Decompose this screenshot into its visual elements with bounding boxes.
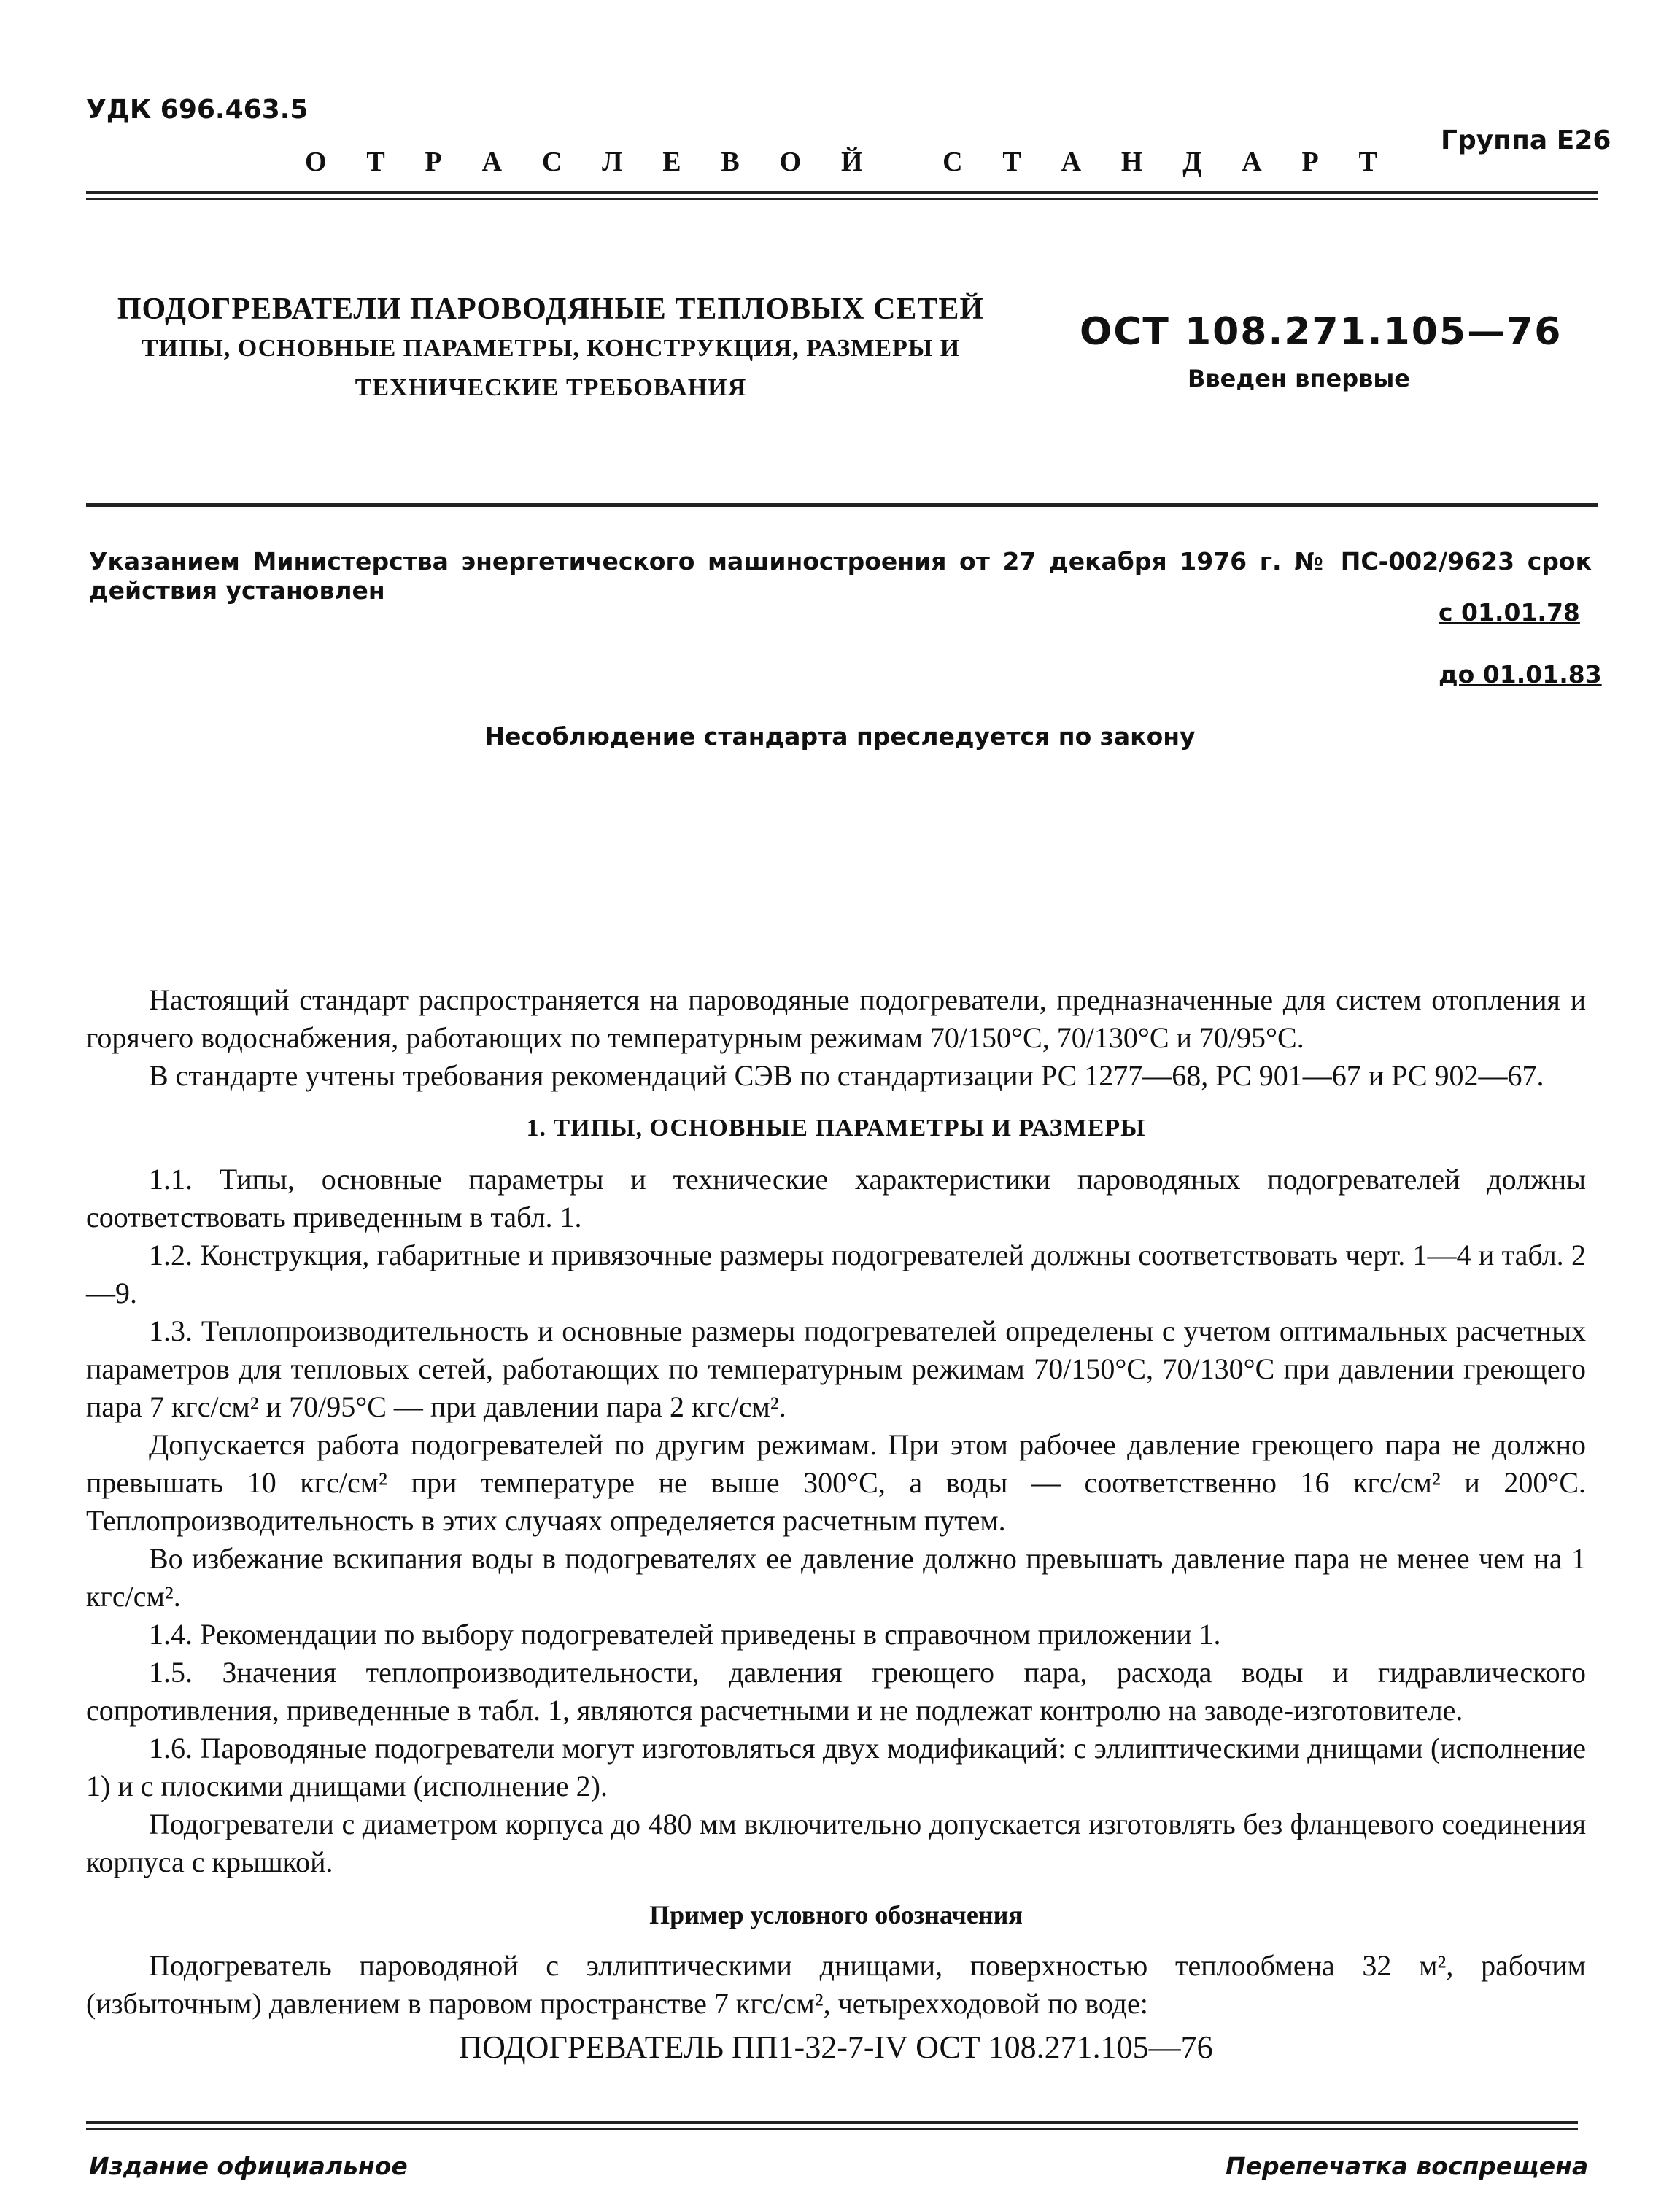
banner-letter: Д (1182, 147, 1202, 177)
decree-text: Указанием Министерства энергетического машиностроения от 27 декабря 1976 г. № ПС-002/9623 срок действия установлен (89, 547, 1592, 605)
banner-letter: О (779, 147, 802, 177)
banner-letter: О (305, 147, 327, 177)
document-title (95, 292, 1007, 406)
clause-paragraph: 1.1. Типы, основные параметры и технические характеристики пароводяных подогревателей должны соответствовать приведенным в табл. 1. (86, 1163, 1586, 1233)
clause-paragraph: 1.4. Рекомендации по выбору подогревателей приведены в справочном приложении 1. (149, 1618, 1221, 1651)
group-label: Группа Е26 (1441, 125, 1611, 155)
title-rule (86, 503, 1598, 507)
intro-paragraph: В стандарте учтены требования рекомендаций СЭВ по стандартизации РС 1277—68, РС 901—67 и РС 902—67. (149, 1059, 1544, 1092)
example-paragraph: Подогреватель пароводяной с эллиптическими днищами, поверхностью теплообмена 32 м², рабочим (избыточным) давлением в паровом пространстве 7 кгс/см², четырехходовой по воде: (86, 1949, 1586, 2020)
header-rule-bottom (86, 198, 1598, 200)
banner-letter: Р (1301, 147, 1319, 177)
example-heading: Пример условного обозначения (649, 1900, 1023, 1929)
clause-paragraph: 1.2. Конструкция, габаритные и привязочные размеры подогревателей должны соответствовать черт. 1—4 и табл. 2—9. (86, 1239, 1586, 1309)
industry-standard-banner (305, 146, 1377, 178)
clause-paragraph: Подогреватели с диаметром корпуса до 480 мм включительно допускается изготовлять без фланцевого соединения корпуса с крышкой. (86, 1808, 1586, 1878)
banner-letter: В (721, 147, 740, 177)
validity-to: до 01.01.83 (1439, 660, 1602, 689)
banner-letter: Т (366, 147, 385, 177)
clause-paragraph: 1.5. Значения теплопроизводительности, давления греющего пара, расхода воды и гидравлического сопротивления, приведенные в табл. 1, являются расчетными и не подлежат контролю на заводе-изготовителе. (86, 1656, 1586, 1727)
banner-letter: А (1242, 147, 1262, 177)
banner-letter: Т (1002, 147, 1021, 177)
clause-paragraph: Допускается работа подогревателей по другим режимам. При этом рабочее давление греющего пара не должно превышать 10 кгс/см² при температуре не выше 300°С, а воды — соответственно 16 кгс/см² и 200°С. Теплопроизводительность в этих случаях определяется расчетным путем. (86, 1428, 1586, 1537)
law-notice: Несоблюдение стандарта преследуется по закону (484, 722, 1196, 751)
title-line-1: ПОДОГРЕВАТЕЛИ ПАРОВОДЯНЫЕ ТЕПЛОВЫХ СЕТЕЙ (117, 293, 985, 326)
example-designation: ПОДОГРЕВАТЕЛЬ ПП1-32-7-IV ОСТ 108.271.105—76 (459, 2029, 1213, 2065)
banner-letter: А (1061, 147, 1082, 177)
clause-paragraph: 1.3. Теплопроизводительность и основные размеры подогревателей определены с учетом оптимальных расчетных параметров для тепловых сетей, работающих по температурным режимам 70/150°С, 70/130°С при давлении греющего пара 7 кгс/см² и 70/95°С — при давлении пара 2 кгс/см². (86, 1314, 1586, 1423)
banner-letter: С (541, 147, 562, 177)
intro-paragraph: Настоящий стандарт распространяется на пароводяные подогреватели, предназначенные для систем отопления и горячего водоснабжения, работающих по температурным режимам 70/150°С, 70/130°С и 70/95°С. (86, 983, 1586, 1054)
banner-letter: Н (1120, 147, 1143, 177)
title-line-3: ТЕХНИЧЕСКИЕ ТРЕБОВАНИЯ (355, 374, 747, 401)
banner-letter: Р (425, 147, 442, 177)
udk-code: УДК 696.463.5 (86, 95, 309, 125)
standard-code: ОСТ 108.271.105—76 (1080, 310, 1563, 354)
banner-letter: С (942, 147, 963, 177)
header-rule-top (86, 191, 1598, 194)
banner-letter: Й (840, 147, 863, 177)
banner-letter: Л (602, 147, 623, 177)
banner-letter: Е (662, 147, 681, 177)
title-line-2: ТИПЫ, ОСНОВНЫЕ ПАРАМЕТРЫ, КОНСТРУКЦИЯ, РАЗМЕРЫ И (141, 335, 961, 362)
document-body (86, 981, 1586, 2066)
banner-letter: А (481, 147, 503, 177)
introduced-note: Введен впервые (1188, 365, 1410, 392)
validity-from: с 01.01.78 (1439, 598, 1580, 627)
official-edition-note: Издание официальное (89, 2152, 408, 2180)
clause-paragraph: 1.6. Пароводяные подогреватели могут изготовляться двух модификаций: с эллиптическими днищами (исполнение 1) и с плоскими днищами (исполнение 2). (86, 1732, 1586, 1802)
banner-letter: Т (1358, 147, 1377, 177)
reprint-prohibited-note: Перепечатка воспрещена (1226, 2152, 1589, 2180)
footer-rule-bottom (86, 2128, 1578, 2130)
footer-rule-top (86, 2121, 1578, 2124)
clause-paragraph: Во избежание вскипания воды в подогревателях ее давление должно превышать давление пара не менее чем на 1 кгс/см². (86, 1542, 1586, 1613)
section-heading: 1. ТИПЫ, ОСНОВНЫЕ ПАРАМЕТРЫ И РАЗМЕРЫ (526, 1115, 1146, 1142)
